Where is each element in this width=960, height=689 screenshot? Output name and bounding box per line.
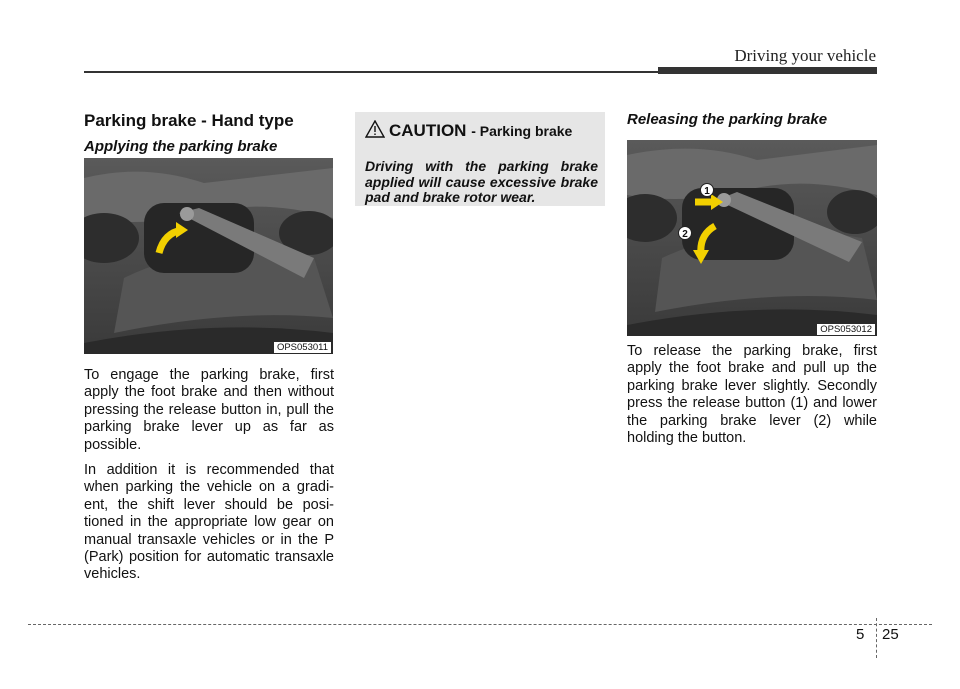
gradient-paragraph: In addition it is recommended that when parking the vehicle on a gradi-ent, the shift lever should be posi-tioned in the appropriate low gear on manual transaxle vehicles or in the P (Park) position for automatic transaxle vehicles. <box>84 462 334 583</box>
caution-box <box>355 112 605 206</box>
engage-paragraph: To engage the parking brake, first apply the foot brake and then without pressing the release button in, pull the parking brake lever up as far as possible. <box>84 367 334 453</box>
left-body <box>84 367 334 584</box>
applying-subheading: Applying the parking brake <box>84 138 278 155</box>
right-body <box>627 343 877 447</box>
right-column <box>627 111 877 128</box>
caution-text: Driving with the parking brake applied will cause excessive brake pad and brake rotor wear. <box>365 158 598 205</box>
page-header-title: Driving your vehicle <box>734 46 876 65</box>
applying-brake-photo <box>84 158 333 354</box>
warning-triangle-icon <box>365 120 385 138</box>
page-number-separator <box>876 618 877 658</box>
caution-subtitle: - Parking brake <box>471 123 573 139</box>
header-rule-thin <box>84 71 660 73</box>
left-column <box>84 111 334 155</box>
releasing-brake-photo <box>627 140 877 336</box>
image-code-label: OPS053012 <box>817 324 875 335</box>
release-paragraph: To release the parking brake, first apply the foot brake and pull up the parking brake lever slightly. Secondly press the release button (1) and lower the parking brake lever (2) while holding the button. <box>627 343 877 447</box>
header-rule-thick <box>658 67 877 74</box>
callout-2: 2 <box>682 229 688 240</box>
chapter-number: 5 <box>856 626 865 643</box>
callout-1: 1 <box>704 186 710 197</box>
page-number: 25 <box>882 626 899 643</box>
releasing-subheading: Releasing the parking brake <box>627 111 828 128</box>
caution-title <box>389 121 572 141</box>
caution-label: CAUTION <box>389 121 467 140</box>
section-heading: Parking brake - Hand type <box>84 111 294 130</box>
image-code-label: OPS053011 <box>274 342 331 353</box>
footer-rule <box>28 624 932 625</box>
